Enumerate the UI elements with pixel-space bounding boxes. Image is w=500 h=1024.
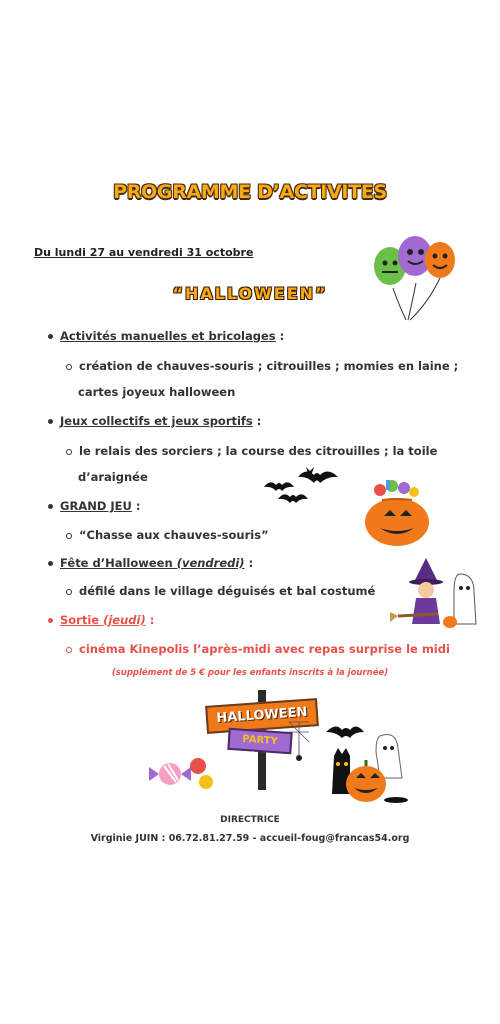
list-item (78, 470, 148, 484)
section-label-em: (vendredi) (176, 556, 245, 570)
section-sortie (48, 613, 154, 627)
date-range: Du lundi 27 au vendredi 31 octobre (34, 246, 254, 259)
section-suffix: : (145, 613, 155, 627)
price-note: (supplément de 5 € pour les enfants inscrits à la journée) (111, 668, 389, 678)
section-label: Sortie (60, 613, 104, 627)
sub-bullet-icon (66, 449, 72, 455)
list-item-text: création de chauves-souris ; citrouilles ; momies en laine ; (79, 359, 459, 373)
list-item-text: cartes joyeux halloween (78, 385, 236, 399)
spider-web-icon (287, 720, 311, 766)
bullet-icon (48, 561, 53, 566)
list-item (66, 359, 458, 373)
section-grand-jeu (48, 499, 140, 513)
section-suffix: : (131, 499, 141, 513)
sign-board-top: HALLOWEEN (205, 698, 319, 734)
list-item-text: défilé dans le village déguisés et bal costumé (79, 584, 376, 598)
bullet-icon (48, 504, 53, 509)
page-title: PROGRAMME D’ACTIVITES (113, 181, 387, 203)
bullet-icon (48, 618, 53, 623)
balloons-icon (368, 228, 468, 328)
bullet-icon (48, 334, 53, 339)
section-label: Jeux collectifs et jeux sportifs (60, 414, 253, 428)
cat-pumpkin-ghost-icon (322, 722, 412, 808)
section-games (48, 414, 261, 428)
list-item-text: d’araignée (78, 470, 148, 484)
section-crafts (48, 329, 284, 343)
bullet-icon (48, 419, 53, 424)
section-suffix: : (252, 414, 262, 428)
list-item-text: cinéma Kinepolis l’après-midi avec repas surprise le midi (79, 642, 450, 656)
sign-board-bottom: PARTY (227, 728, 292, 754)
list-item (66, 444, 437, 458)
list-item (66, 584, 375, 598)
theme-title: “HALLOWEEN” (172, 284, 328, 303)
candies-icon (148, 752, 216, 794)
sub-bullet-icon (66, 589, 72, 595)
candy-pumpkin-icon (362, 478, 432, 550)
director-title: DIRECTRICE (220, 815, 280, 825)
list-item (66, 528, 269, 542)
director-contact: Virginie JUIN : 06.72.81.27.59 - accueil-foug@francas54.org (90, 833, 410, 844)
list-item (66, 642, 450, 656)
section-label: Activités manuelles et bricolages (60, 329, 276, 343)
sub-bullet-icon (66, 647, 72, 653)
section-suffix: : (275, 329, 285, 343)
witch-kids-icon (398, 558, 486, 632)
section-fete (48, 556, 253, 570)
section-suffix: : (244, 556, 254, 570)
list-item-text: le relais des sorciers ; la course des citrouilles ; la toile (79, 444, 438, 458)
section-label-em: (jeudi) (103, 613, 146, 627)
sub-bullet-icon (66, 533, 72, 539)
sub-bullet-icon (66, 364, 72, 370)
section-label: GRAND JEU (60, 499, 132, 513)
bats-icon (262, 465, 342, 515)
section-label: Fête d’Halloween (60, 556, 177, 570)
list-item (78, 385, 235, 399)
list-item-text: “Chasse aux chauves-souris” (79, 528, 269, 542)
